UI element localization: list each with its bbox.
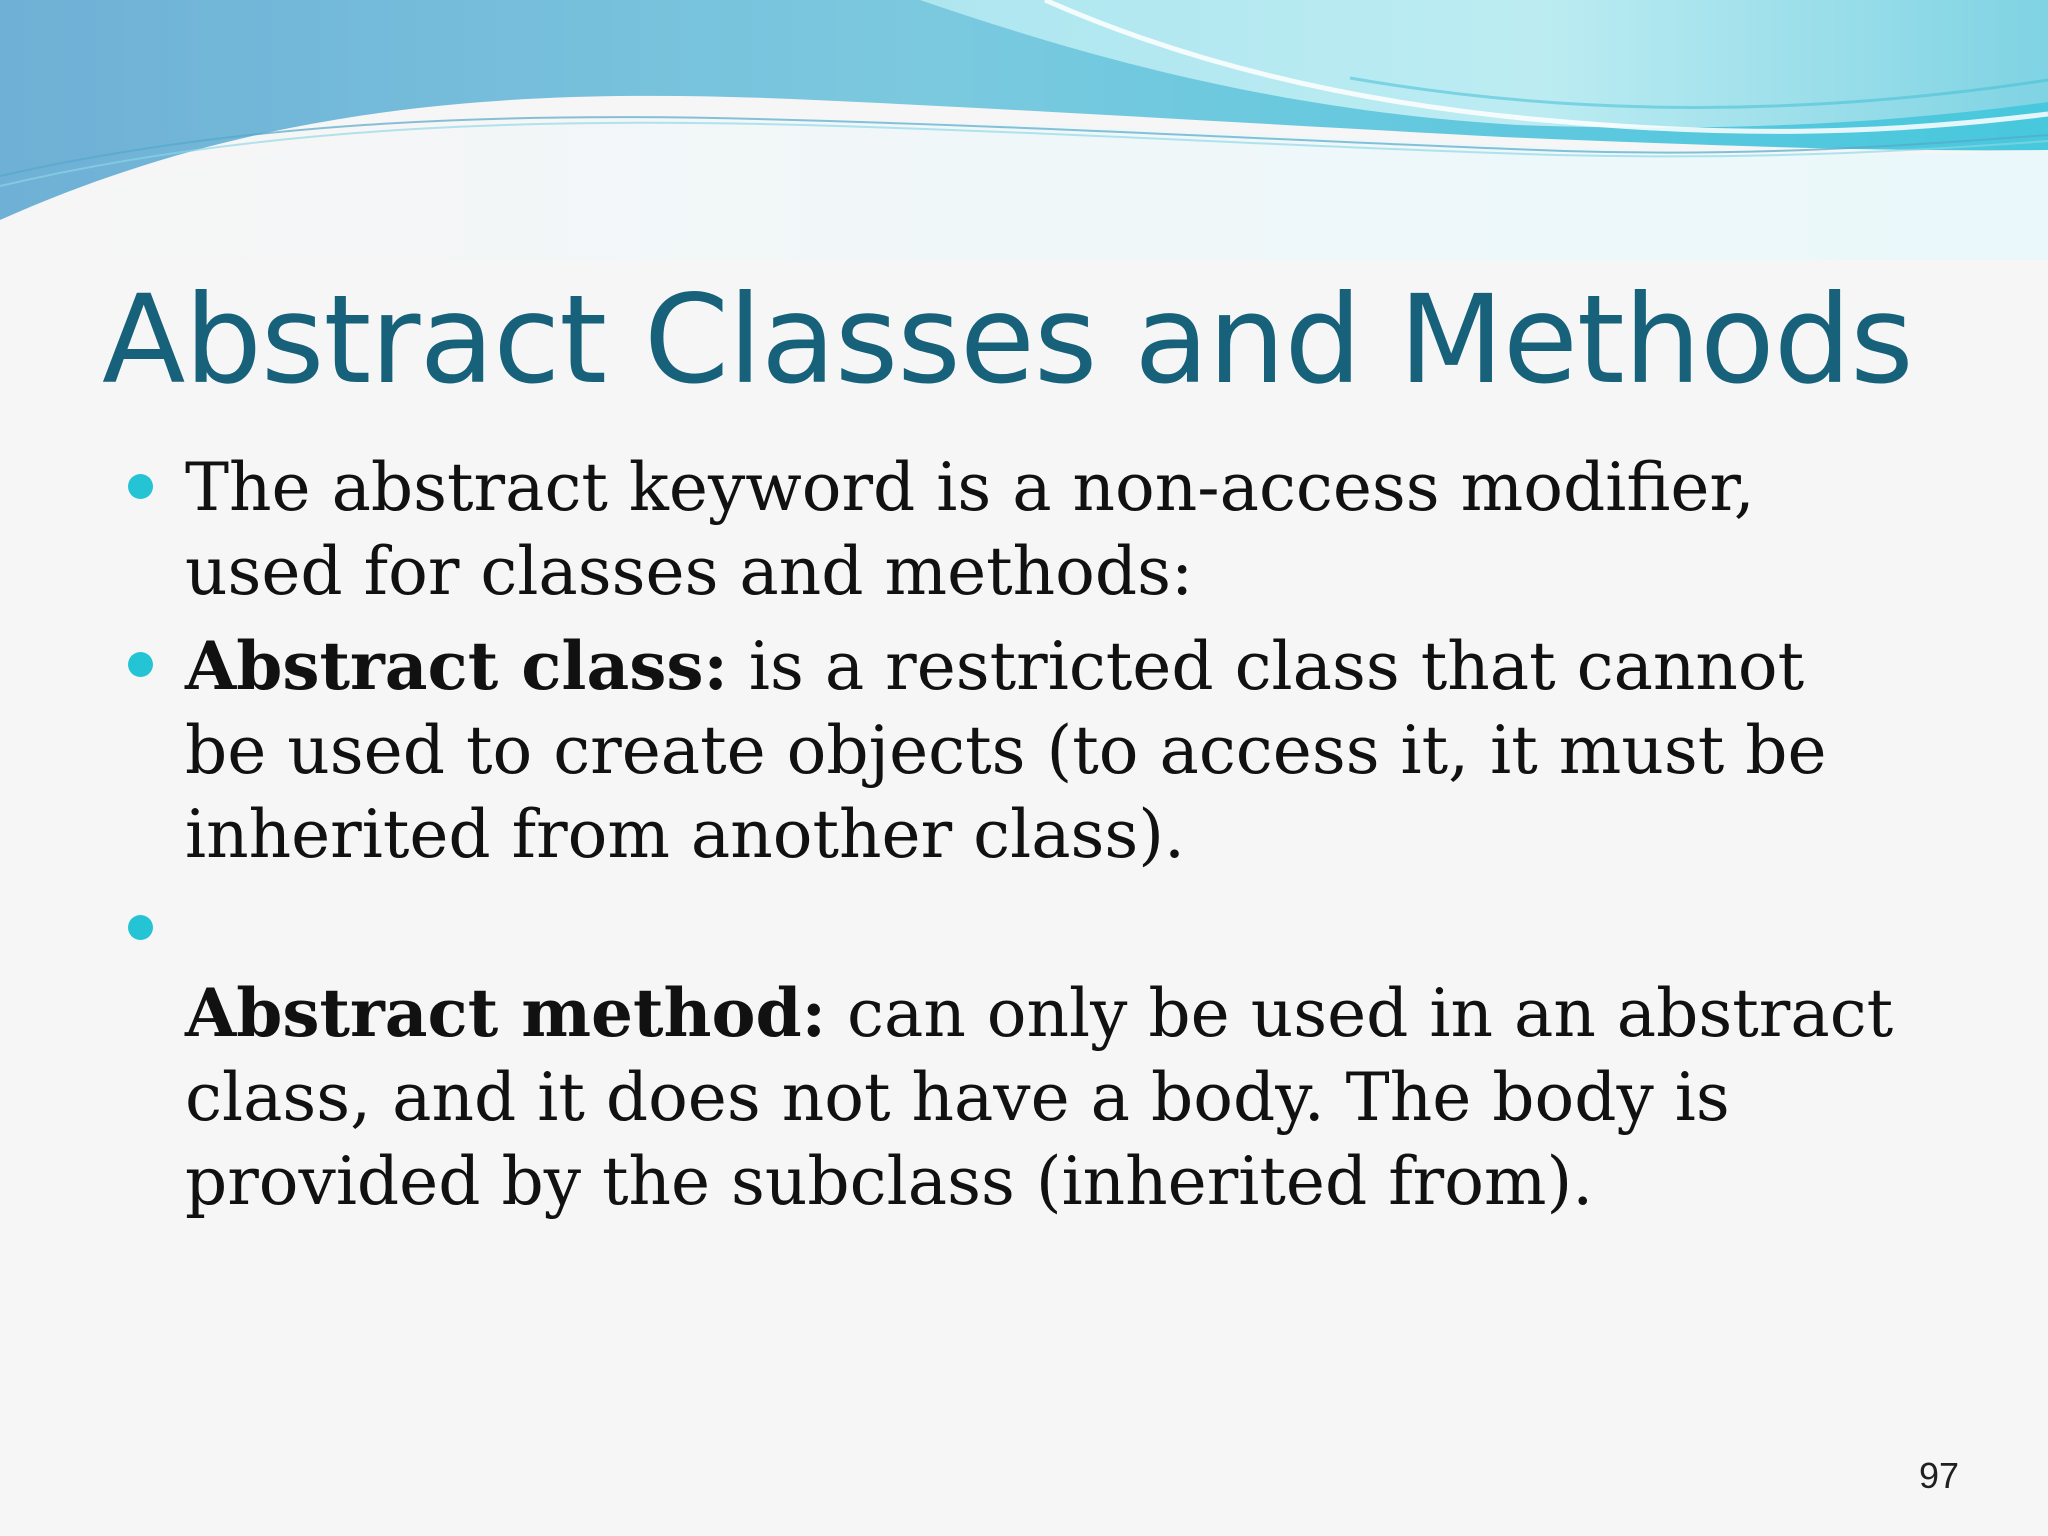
bullet-item-abstract-keyword [185, 446, 1905, 614]
bullet-empty-line [185, 887, 1905, 971]
bullet-item-abstract-method [185, 887, 1905, 1224]
bullet-list [185, 446, 1905, 1224]
circle-bullet-icon [128, 915, 153, 940]
bullet-term: Abstract class: [185, 627, 728, 705]
slide-title: Abstract Classes and Methods [102, 269, 1913, 411]
bullet-text: is a restricted class that cannot be used to create objects (to access it, it must be inherited from another class). [185, 628, 1827, 873]
page-number: 97 [1918, 1455, 1959, 1496]
circle-bullet-icon [128, 652, 153, 677]
bullet-item-abstract-class [185, 624, 1905, 877]
bullet-term: Abstract method: [185, 974, 827, 1052]
bullet-text: The abstract keyword is a non-access modifier, used for classes and methods: [185, 449, 1755, 610]
bullet-text: can only be used in an abstract class, and it does not have a body. The body is provided by the subclass (inherited from). [185, 975, 1894, 1220]
circle-bullet-icon [128, 474, 153, 499]
decorative-wave-icon [0, 0, 2048, 260]
